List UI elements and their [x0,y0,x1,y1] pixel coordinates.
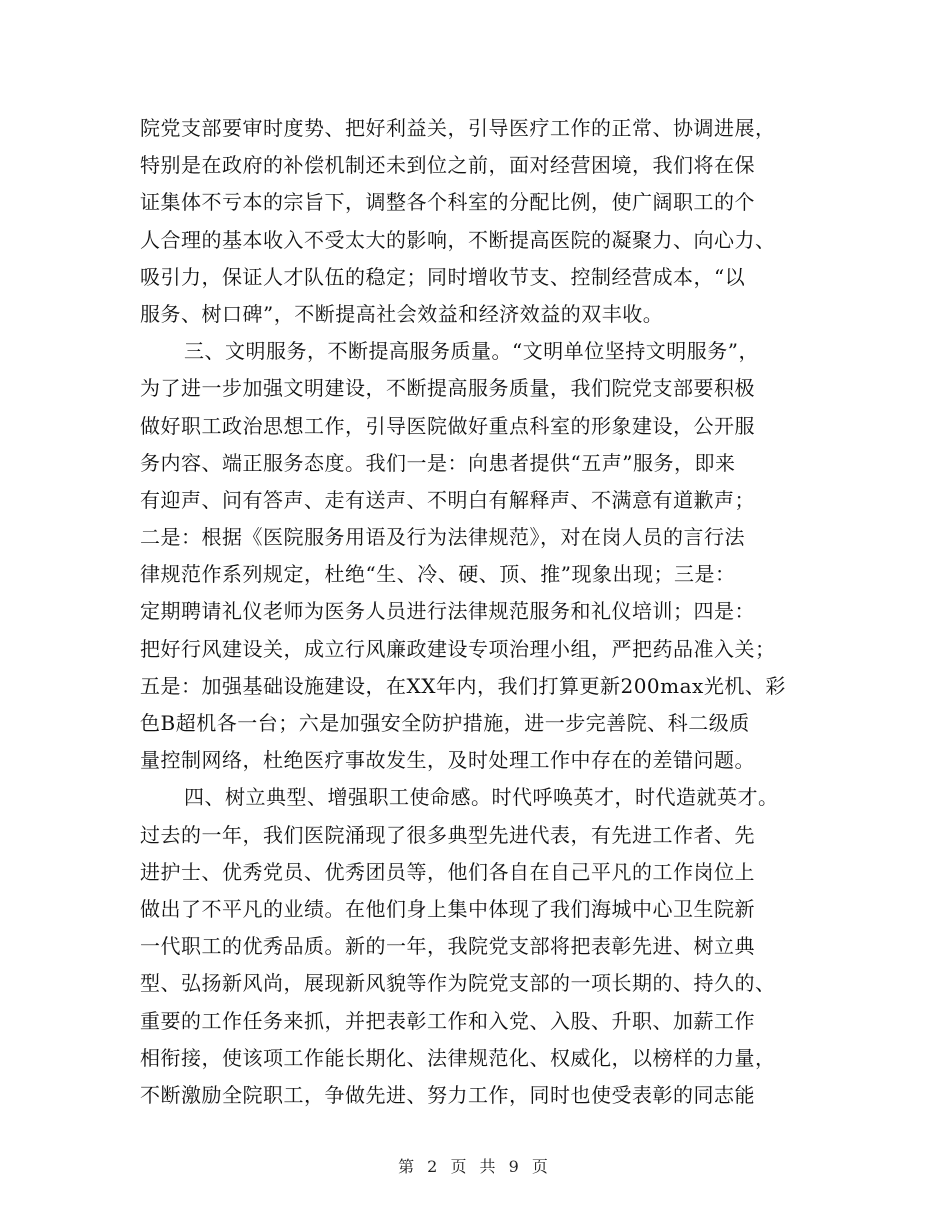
text-line: 把好行风建设关，成立行风廉政建设专项治理小组，严把药品准入关； [140,636,776,661]
text-line: 进护士、优秀党员、优秀团员等，他们各自在自己平凡的工作岗位上 [140,859,755,884]
text-line: 定期聘请礼仪老师为医务人员进行法律规范服务和礼仪培训；四是： [140,599,755,624]
text-line: 量控制网络，杜绝医疗事故发生，及时处理工作中存在的差错问题。 [140,748,755,773]
text-line: 相衔接，使该项工作能长期化、法律规范化、权威化，以榜样的力量， [140,1045,776,1070]
text-line: 务内容、端正服务态度。我们一是：向患者提供“五声”服务，即来 [140,450,736,475]
text-line: 院党支部要审时度势、把好利益关，引导医疗工作的正常、协调进展， [140,116,776,140]
text-line: 不断激励全院职工，争做先进、努力工作，同时也使受表彰的同志能 [140,1082,755,1107]
text-line: 为了进一步加强文明建设，不断提高服务质量，我们院党支部要积极 [140,376,755,401]
text-line: 做好职工政治思想工作，引导医院做好重点科室的形象建设，公开服 [140,413,755,438]
text-line: 律规范作系列规定，杜绝“生、冷、硬、顶、推”现象出现；三是： [140,562,736,587]
text-line: 特别是在政府的补偿机制还未到位之前，面对经营困境，我们将在保 [140,153,755,178]
text-line: 五是：加强基础设施建设，在XX年内，我们打算更新200max光机、彩 [140,673,786,698]
text-line: 吸引力，保证人才队伍的稳定；同时增收节支、控制经营成本，“以 [140,264,746,289]
text-line: 过去的一年，我们医院涌现了很多典型先进代表，有先进工作者、先 [140,822,755,847]
text-line: 做出了不平凡的业绩。在他们身上集中体现了我们海城中心卫生院新 [140,896,755,921]
text-line: 四、树立典型、增强职工使命感。时代呼唤英才，时代造就英才。 [184,785,779,810]
text-line: 一代职工的优秀品质。新的一年，我院党支部将把表彰先进、树立典 [140,934,755,959]
text-line: 服务、树口碑”，不断提高社会效益和经济效益的双丰收。 [140,301,664,326]
text-line: 重要的工作任务来抓，并把表彰工作和入党、入股、升职、加薪工作 [140,1008,755,1033]
text-line: 三、文明服务，不断提高服务质量。“文明单位坚持文明服务”， [184,339,759,364]
text-line: 有迎声、问有答声、走有送声、不明白有解释声、不满意有道歉声； [140,487,755,512]
page-footer: 第 2 页 共 9 页 [398,1157,552,1176]
text-line: 证集体不亏本的宗旨下，调整各个科室的分配比例，使广阔职工的个 [140,190,755,215]
document-body [140,110,820,1114]
text-line: 色B超机各一台；六是加强安全防护措施，进一步完善院、科二级质 [140,711,750,735]
text-line: 人合理的基本收入不受太大的影响，不断提高医院的凝聚力、向心力、 [140,227,776,252]
text-line: 型、弘扬新风尚，展现新风貌等作为院党支部的一项长期的、持久的、 [140,971,776,996]
text-line: 二是：根据《医院服务用语及行为法律规范》，对在岗人员的言行法 [140,525,745,550]
